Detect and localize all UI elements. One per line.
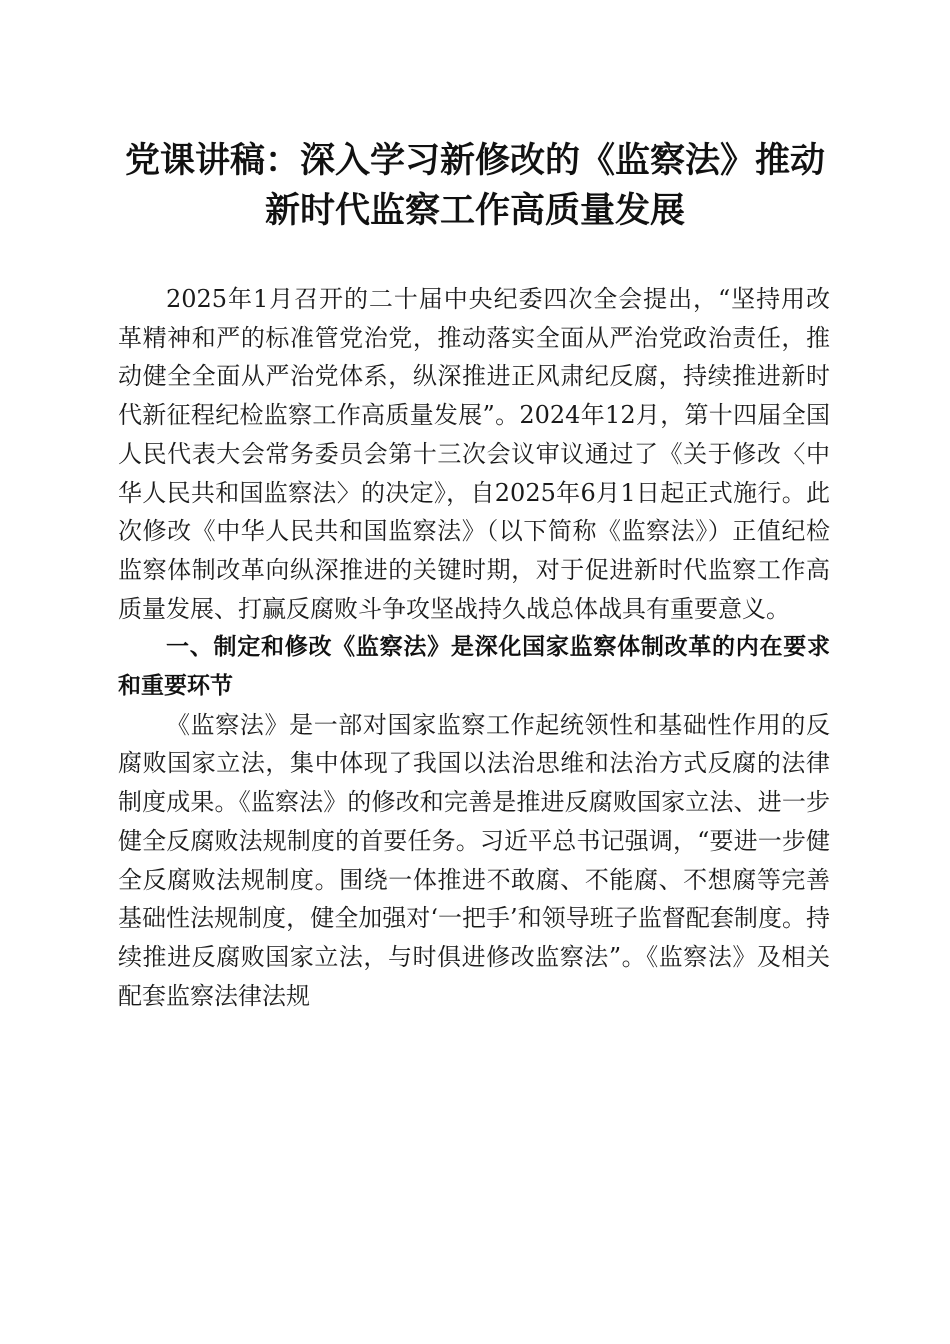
document-title bbox=[100, 136, 850, 236]
document-body bbox=[118, 280, 830, 1015]
title-line-2: 新时代监察工作高质量发展 bbox=[264, 190, 685, 231]
paragraph-section-1: 《监察法》是一部对国家监察工作起统领性和基础性作用的反腐败国家立法，集中体现了我国以法治思维和法治方式反腐的法律制度成果。《监察法》的修改和完善是推进反腐败国家立法、进一步健全反腐败法规制度的首要任务。习近平总书记强调，“要进一步健全反腐败法规制度。围绕一体推进不敢腐、不能腐、不想腐等完善基础性法规制度，健全加强对‘一把手’和领导班子监督配套制度。持续推进反腐败国家立法，与时俱进修改监察法”。《监察法》及相关配套监察法律法规 bbox=[118, 710, 830, 1010]
title-line-1: 党课讲稿：深入学习新修改的《监察法》推动 bbox=[124, 140, 825, 181]
paragraph-intro: 2025年1月召开的二十届中央纪委四次全会提出，“坚持用改革精神和严的标准管党治党，推动落实全面从严治党政治责任，推动健全全面从严治党体系，纵深推进正风肃纪反腐，持续推进新时代新征程纪检监察工作高质量发展”。2024年12月，第十四届全国人民代表大会常务委员会第十三次会议审议通过了《关于修改〈中华人民共和国监察法〉的决定》，自2025年6月1日起正式施行。此次修改《中华人民共和国监察法》（以下简称《监察法》）正值纪检监察体制改革向纵深推进的关键时期，对于促进新时代监察工作高质量发展、打赢反腐败斗争攻坚战持久战总体战具有重要意义。 bbox=[118, 285, 830, 623]
section-heading-1: 一、制定和修改《监察法》是深化国家监察体制改革的内在要求和重要环节 bbox=[118, 634, 830, 700]
